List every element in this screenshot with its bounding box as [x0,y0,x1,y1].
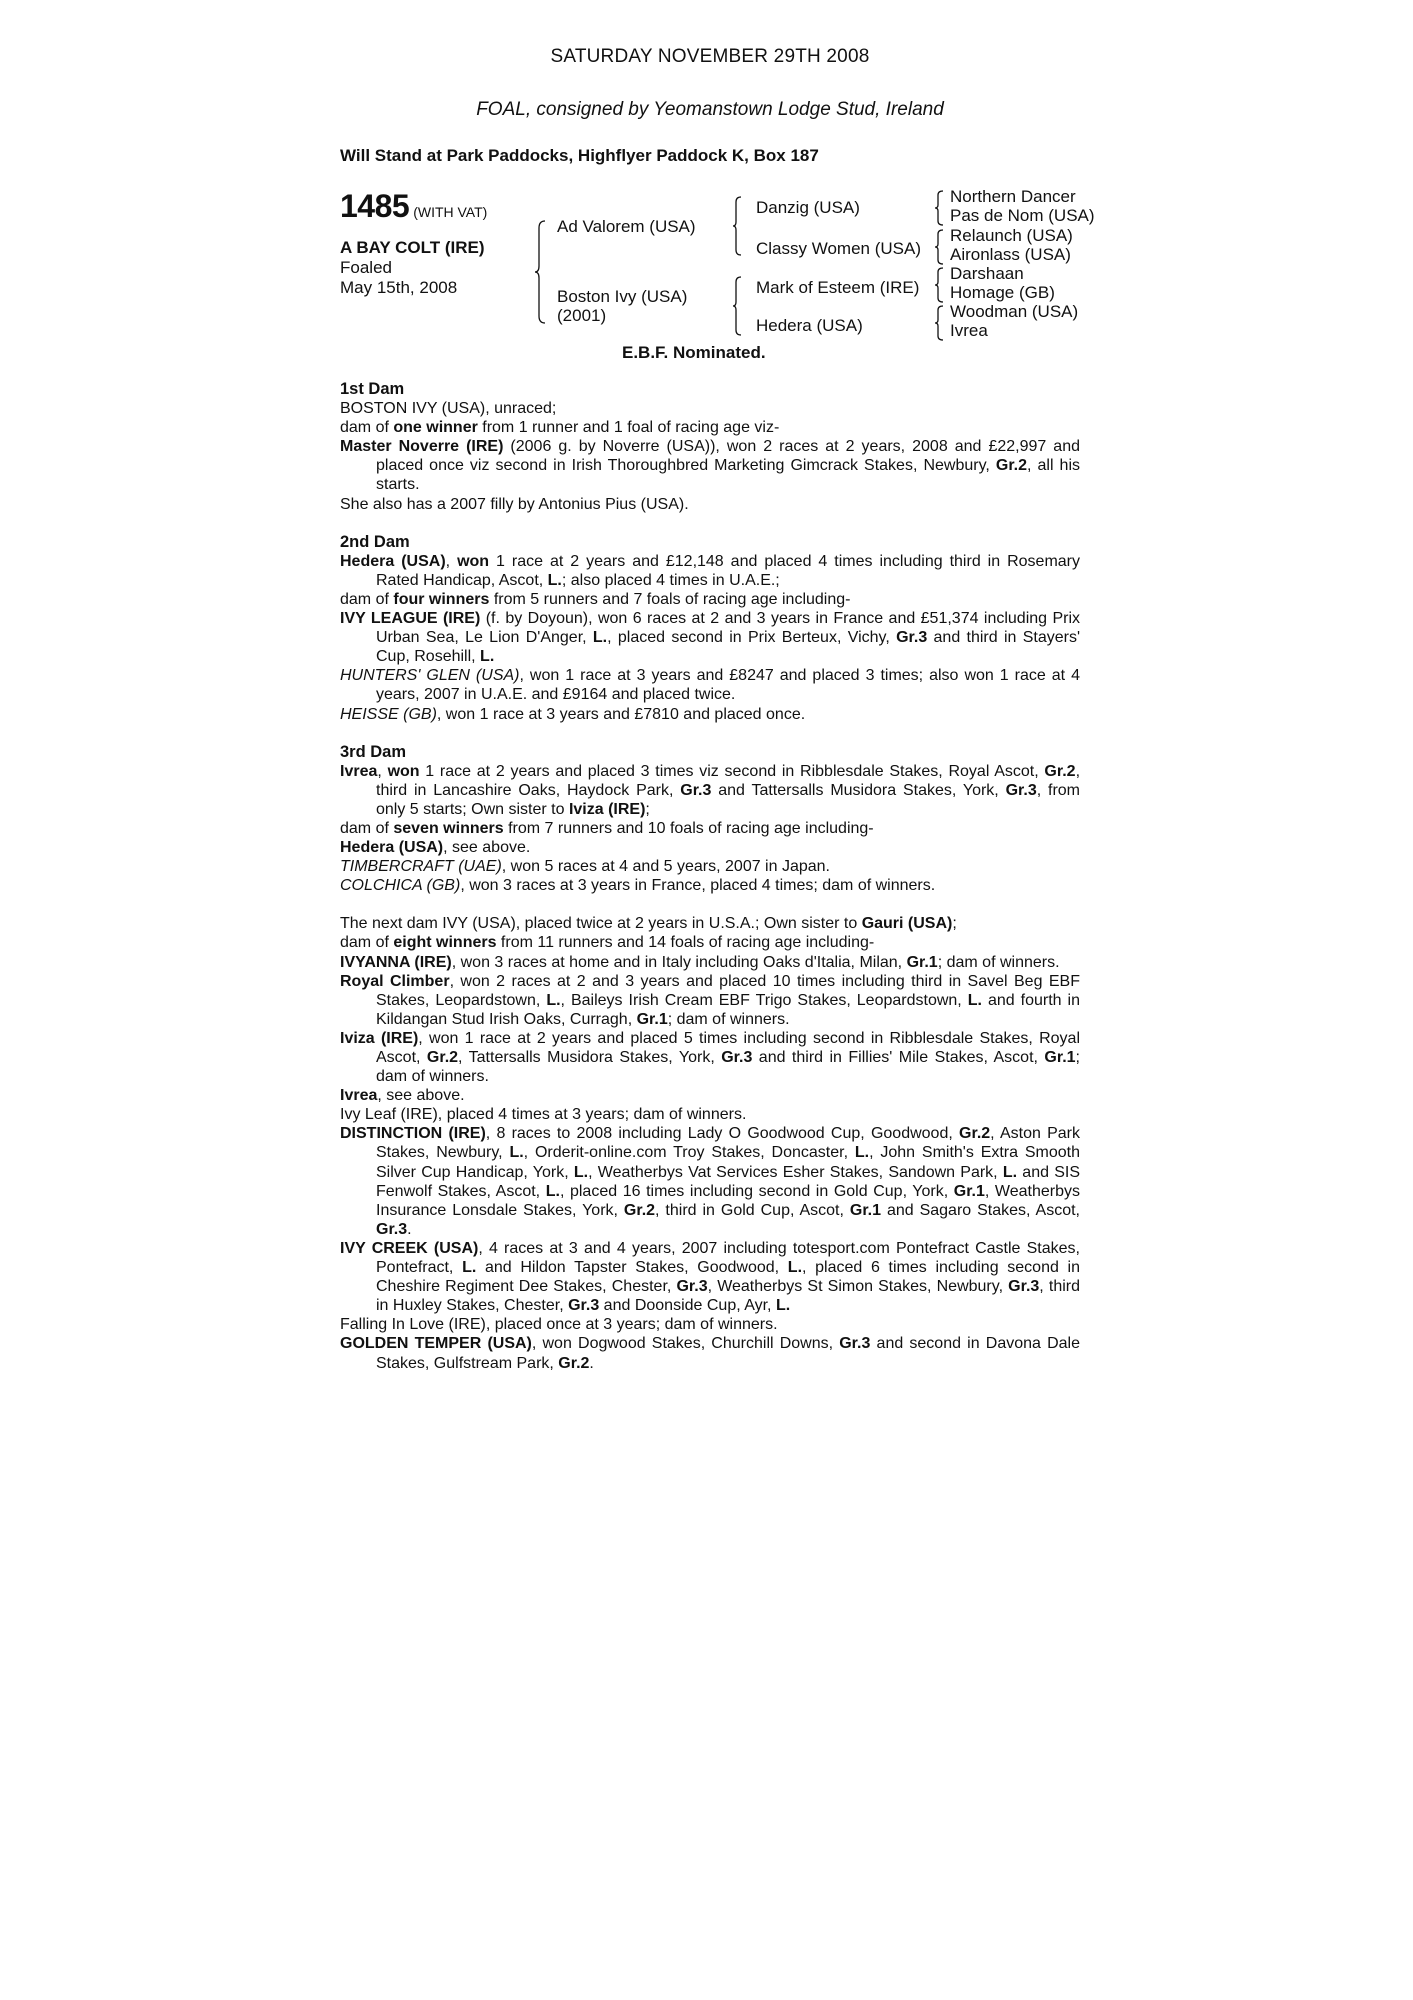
lot-number-value: 1485 [340,188,410,224]
catalogue-body [340,380,1080,1373]
produce-hunters-glen: HUNTERS' GLEN (USA), won 1 race at 3 years and £8247 and placed 3 times; also won 1 race at 4 years, 2007 in U.A.E. and £9164 and placed twice. [340,667,1081,704]
second-dam-heading: 2nd Dam [340,532,410,551]
foaled-info [340,258,457,298]
third-dam-produce: dam of seven winners from 7 runners and 10 foals of racing age including- [340,819,874,837]
dam-name: Boston Ivy (USA) [557,287,688,306]
produce-heisse: HEISSE (GB), won 1 race at 3 years and £7810 and placed once. [340,705,806,723]
brace-dd [934,305,944,341]
foaled-label: Foaled [340,258,392,277]
first-dam-heading: 1st Dam [340,380,405,398]
foaled-date: May 15th, 2008 [340,278,458,297]
consignor-line: FOAL, consigned by Yeomanstown Lodge Stud, Ireland [476,99,944,120]
first-dam-line: BOSTON IVY (USA), unraced; [340,400,557,418]
next-dam-produce: dam of eight winners from 11 runners and 14 foals of racing age including- [340,934,875,952]
brace-ds [934,267,944,303]
produce-falling-in-love: Falling In Love (IRE), placed once at 3 years; dam of winners. [340,1316,778,1334]
produce-ivrea: Ivrea, see above. [340,1087,465,1105]
third-dam-heading: 3rd Dam [340,742,407,761]
lot-number [340,188,487,225]
stand-location: Will Stand at Park Paddocks, Highflyer Paddock K, Box 187 [340,146,819,165]
produce-hedera: Hedera (USA), see above. [340,839,531,857]
sire-sire-dam: Pas de Nom (USA) [950,206,1095,225]
brace-gen1 [534,220,546,324]
sire-dam-dam: Aironlass (USA) [950,245,1071,264]
brace-ss [934,190,944,226]
sire-dam: Classy Women (USA) [756,239,921,258]
produce-ivyanna: IVYANNA (IRE), won 3 races at home and in Italy including Oaks d'Italia, Milan, Gr.1; dam of winners. [340,953,1060,971]
produce-iviza: Iviza (IRE), won 1 race at 2 years and placed 5 times including second in Ribblesdale Stakes, Royal Ascot, Gr.2, Tattersalls Musidora Stakes, York, Gr.3 and third in Fillies' Mile Stakes, Ascot, Gr.1; dam of winners. [340,1029,1080,1086]
produce-timbercraft: TIMBERCRAFT (UAE), won 5 races at 4 and 5 years, 2007 in Japan. [340,858,830,876]
dam-sire: Mark of Esteem (IRE) [756,278,920,297]
dam-year: (2001) [557,306,607,325]
brace-sd [934,229,944,265]
produce-ivy-league: IVY LEAGUE (IRE) (f. by Doyoun), won 6 races at 2 and 3 years in France and £51,374 including Prix Urban Sea, Le Lion D'Anger, L., placed second in Prix Berteux, Vichy, Gr.3 and third in Stayers' Cup, Rosehill, L. [340,610,1081,666]
brace-sire [732,196,742,256]
third-dam-line: Ivrea, won 1 race at 2 years and placed 3 times viz second in Ribblesdale Stakes, Royal Ascot, Gr.2, third in Lancashire Oaks, Haydock Park, Gr.3 and Tattersalls Musidora Stakes, York, Gr.3, from only 5 starts; Own sister to Iviza (IRE); [340,762,1081,818]
dam-dam: Hedera (USA) [756,316,863,335]
sale-date: SATURDAY NOVEMBER 29TH 2008 [550,46,870,67]
produce-master-noverre: Master Noverre (IRE) (2006 g. by Noverre (USA)), won 2 races at 2 years, 2008 and £22,997 and placed once viz second in Irish Thoroughbred Marketing Gimcrack Stakes, Newbury, Gr.2, all his starts. [340,438,1080,494]
dam-sire-dam: Homage (GB) [950,283,1055,302]
produce-golden-temper: GOLDEN TEMPER (USA), won Dogwood Stakes, Churchill Downs, Gr.3 and second in Davona Dale Stakes, Gulfstream Park, Gr.2. [340,1335,1080,1372]
dam-dam-sire: Woodman (USA) [950,302,1079,321]
dam-dam-dam: Ivrea [950,321,988,340]
second-dam-produce: dam of four winners from 5 runners and 7 foals of racing age including- [340,590,851,608]
dam-sire-sire: Darshaan [950,264,1024,283]
vat-label: (WITH VAT) [413,204,488,220]
sire-name: Ad Valorem (USA) [557,217,696,236]
next-dam-line: The next dam IVY (USA), placed twice at 2 years in U.S.A.; Own sister to Gauri (USA); [340,915,957,933]
sire-sire: Danzig (USA) [756,198,860,217]
produce-colchica: COLCHICA (GB), won 3 races at 3 years in France, placed 4 times; dam of winners. [340,877,936,895]
produce-distinction: DISTINCTION (IRE), 8 races to 2008 including Lady O Goodwood Cup, Goodwood, Gr.2, Aston Park Stakes, Newbury, L., Orderit-online.com Troy Stakes, Doncaster, L., John Smith's Extra Smooth Silver Cup Handicap, York, L., Weatherbys Vat Services Esher Stakes, Sandown Park, L. and SIS Fenwolf Stakes, Ascot, L., placed 16 times including second in Gold Cup, York, Gr.1, Weatherbys Insurance Lonsdale Stakes, York, Gr.2, third in Gold Cup, Ascot, Gr.1 and Sagaro Stakes, Ascot, Gr.3. [340,1125,1081,1238]
brace-dam [732,276,742,336]
first-dam-note: She also has a 2007 filly by Antonius Pius (USA). [340,495,689,513]
produce-royal-climber: Royal Climber, won 2 races at 2 and 3 years and placed 10 times including third in Savel Beg EBF Stakes, Leopardstown, L., Baileys Irish Cream EBF Trigo Stakes, Leopardstown, L. and fourth in Kildangan Stud Irish Oaks, Curragh, Gr.1; dam of winners. [340,972,1080,1028]
ebf-nomination: E.B.F. Nominated. [622,343,766,362]
sire-dam-sire: Relaunch (USA) [950,226,1073,245]
produce-ivy-leaf: Ivy Leaf (IRE), placed 4 times at 3 years; dam of winners. [340,1106,747,1124]
produce-ivy-creek: IVY CREEK (USA), 4 races at 3 and 4 years, 2007 including totesport.com Pontefract Castle Stakes, Pontefract, L. and Hildon Tapster Stakes, Goodwood, L., placed 6 times including second in Cheshire Regiment Dee Stakes, Chester, Gr.3, Weatherbys St Simon Stakes, Newbury, Gr.3, third in Huxley Stakes, Chester, Gr.3 and Doonside Cup, Ayr, L. [340,1239,1081,1315]
lot-title: A BAY COLT (IRE) [340,238,485,257]
sire-sire-sire: Northern Dancer [950,187,1076,206]
second-dam-line: Hedera (USA), won 1 race at 2 years and £12,148 and placed 4 times including third in Rosemary Rated Handicap, Ascot, L.; also placed 4 times in U.A.E.; [340,552,1080,589]
first-dam-produce: dam of one winner from 1 runner and 1 foal of racing age viz- [340,419,780,437]
